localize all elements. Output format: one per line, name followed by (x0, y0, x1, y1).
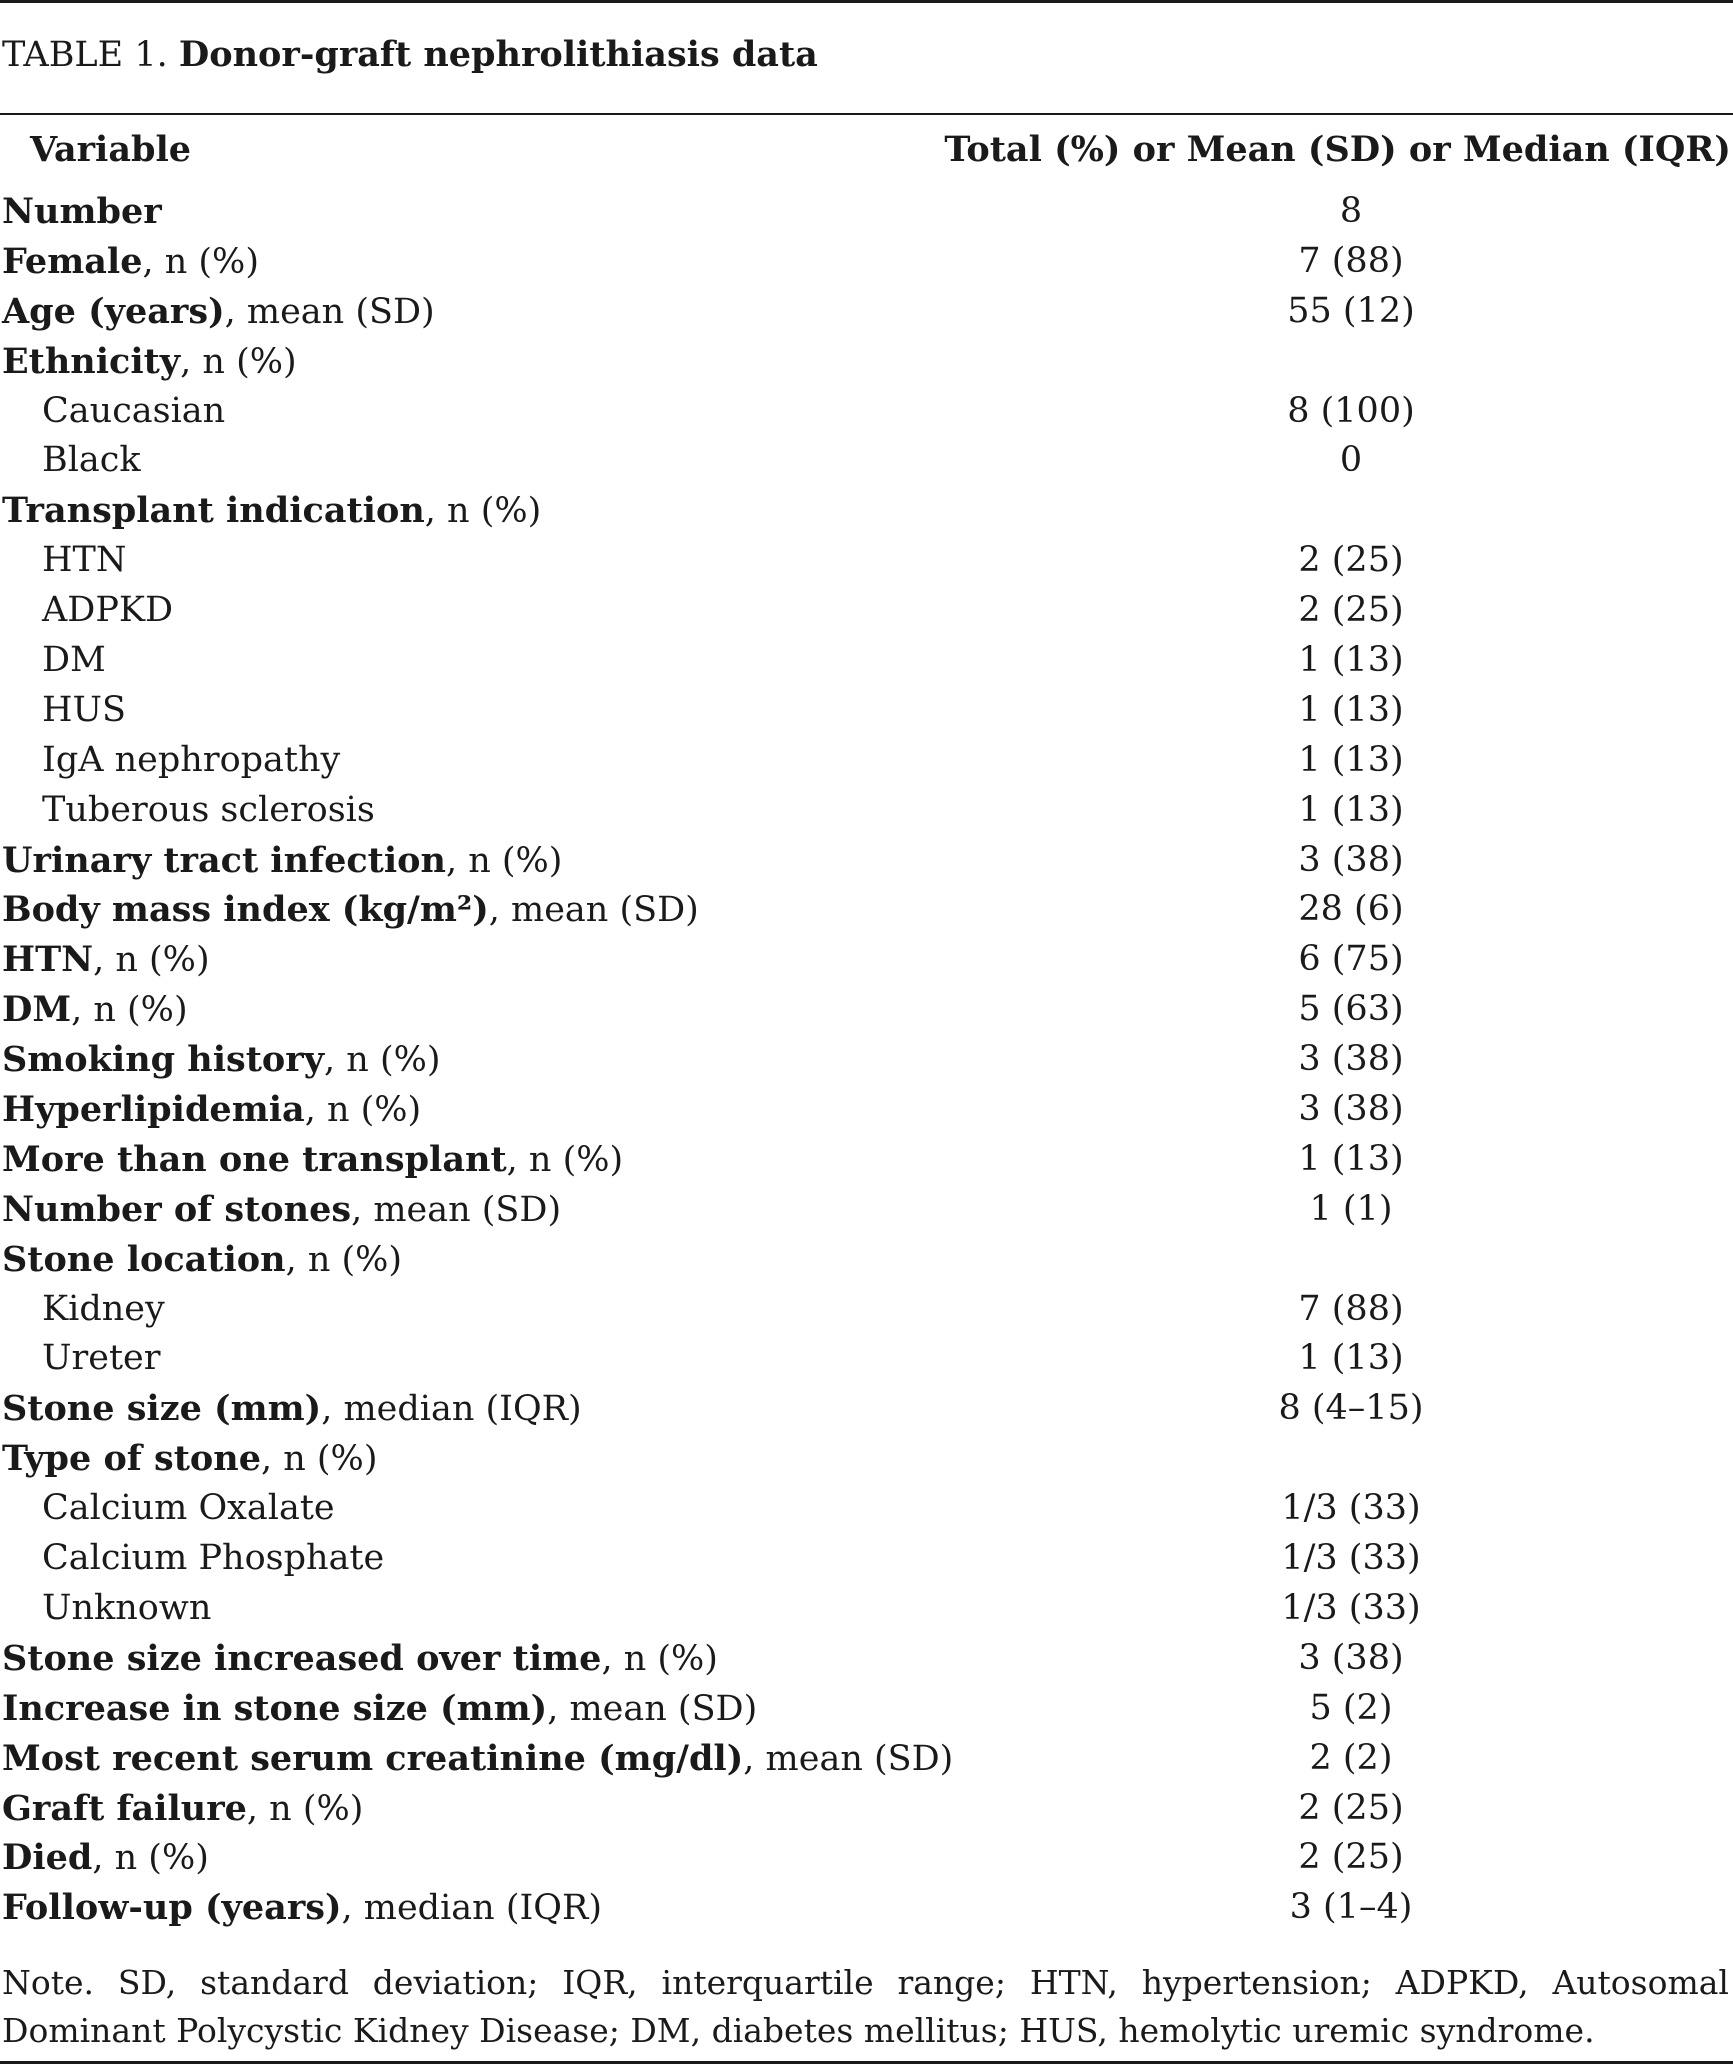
row-label-bold: Type of stone (2, 1438, 261, 1480)
table-body (0, 187, 1733, 1933)
row-value: 7 (88) (1298, 240, 1404, 281)
row-label-plain: HUS (42, 689, 126, 730)
table-row (0, 486, 1733, 536)
row-label (2, 237, 259, 288)
row-label-bold: Stone location (2, 1238, 286, 1280)
row-value: 8 (100) (1287, 390, 1415, 431)
row-value: 7 (88) (1298, 1288, 1404, 1329)
row-label (2, 337, 297, 388)
row-label-plain: , median (IQR) (341, 1888, 602, 1929)
row-label-plain: , mean (SD) (488, 890, 699, 931)
row-label-bold: More than one transplant (2, 1138, 507, 1180)
table-row (0, 1334, 1733, 1384)
row-value: 1 (13) (1298, 640, 1404, 681)
table-row (0, 1734, 1733, 1784)
row-value: 6 (75) (1298, 939, 1404, 980)
row-label (2, 1085, 421, 1136)
table-row (0, 1833, 1733, 1883)
table-row (0, 1085, 1733, 1135)
table-row (0, 1434, 1733, 1484)
table-row (0, 636, 1733, 686)
row-label (2, 985, 188, 1036)
table-row (0, 686, 1733, 736)
table-row (0, 1285, 1733, 1335)
row-value: 2 (25) (1298, 590, 1404, 631)
row-label-plain: Tuberous sclerosis (42, 789, 375, 830)
row-value: 1 (13) (1298, 1338, 1404, 1379)
row-label (2, 885, 699, 936)
row-value: 55 (12) (1287, 290, 1415, 331)
row-value: 8 (1339, 191, 1363, 231)
row-label-bold: Smoking history (2, 1039, 325, 1081)
row-label-plain: DM (42, 640, 106, 681)
row-label-plain: , n (%) (142, 241, 259, 282)
row-label (42, 387, 225, 437)
table-row (0, 1584, 1733, 1634)
row-label-bold: Number (2, 191, 162, 232)
row-value: 3 (38) (1298, 1637, 1404, 1678)
table-caption-label: TABLE 1. (2, 35, 168, 75)
row-label-bold: Ethnicity (2, 340, 181, 382)
row-value: 1 (1) (1309, 1188, 1393, 1229)
row-value: 5 (63) (1298, 989, 1404, 1030)
row-label (2, 287, 435, 338)
row-label (2, 1434, 377, 1485)
row-value: 28 (6) (1298, 889, 1404, 930)
row-label (2, 1883, 602, 1934)
table-row (0, 287, 1733, 337)
row-label-plain: HTN (42, 540, 127, 581)
row-label (2, 1833, 209, 1884)
row-label-bold: Number of stones (2, 1188, 352, 1230)
row-value: 1/3 (33) (1281, 1587, 1421, 1628)
table-row (0, 1384, 1733, 1434)
row-label-plain: , n (%) (304, 1090, 422, 1131)
row-label-plain: Unknown (42, 1587, 212, 1628)
row-label-bold: Age (years) (2, 290, 225, 332)
row-label (2, 486, 541, 537)
row-label (42, 586, 173, 636)
row-label-plain: , mean (SD) (547, 1688, 758, 1729)
table-row (0, 1883, 1733, 1933)
row-label-plain: , n (%) (260, 1439, 378, 1480)
row-label-plain: , n (%) (71, 990, 188, 1031)
table-bottom-rule (0, 2061, 1733, 2064)
table-row (0, 935, 1733, 985)
row-label (42, 686, 126, 736)
row-label-plain: Caucasian (42, 390, 226, 431)
row-label-plain: IgA nephropathy (42, 739, 341, 780)
row-label-plain: , median (IQR) (321, 1389, 582, 1430)
row-label-bold: Stone size increased over time (2, 1637, 602, 1679)
row-value: 3 (38) (1298, 1089, 1404, 1130)
row-label-bold: HTN (2, 939, 94, 981)
row-label (2, 1235, 402, 1286)
row-value: 2 (25) (1298, 540, 1404, 581)
table-row (0, 237, 1733, 287)
row-value: 3 (1–4) (1289, 1887, 1413, 1928)
row-label-plain: , n (%) (285, 1239, 403, 1280)
table-row (0, 1684, 1733, 1734)
row-label-bold: Hyperlipidemia (2, 1089, 305, 1131)
row-label-bold: Increase in stone size (mm) (2, 1687, 548, 1729)
row-label-plain: Calcium Oxalate (42, 1488, 335, 1529)
table-row (0, 387, 1733, 437)
table-note: Note. SD, standard deviation; IQR, interquartile range; HTN, hypertension; ADPKD, Autosomal Dominant Polycystic Kidney Disease; DM, diabetes mellitus; HUS, hemolytic uremic syndrome. (2, 1963, 1729, 2050)
row-label-plain: Calcium Phosphate (42, 1538, 385, 1579)
table-row (0, 586, 1733, 636)
row-value: 1 (13) (1298, 739, 1404, 780)
row-label-bold: Most recent serum creatinine (mg/dl) (2, 1737, 744, 1779)
row-value: 3 (38) (1298, 1039, 1404, 1080)
table-row (0, 1484, 1733, 1534)
row-value: 5 (2) (1309, 1687, 1393, 1728)
row-label (2, 836, 562, 887)
table-caption (2, 30, 818, 80)
row-label-bold: Transplant indication (2, 490, 425, 532)
table-caption-title: Donor-graft nephrolithiasis data (178, 34, 818, 75)
row-value: 0 (1339, 440, 1363, 481)
row-label-plain: , n (%) (93, 940, 210, 981)
row-value: 1 (13) (1298, 1138, 1404, 1179)
table-row (0, 786, 1733, 836)
row-label-plain: , mean (SD) (224, 291, 435, 332)
row-label-bold: DM (2, 989, 72, 1031)
table-row (0, 187, 1733, 237)
table-row (0, 1634, 1733, 1684)
table-row (0, 1035, 1733, 1085)
row-value: 1/3 (33) (1281, 1538, 1421, 1579)
row-value: 8 (4–15) (1278, 1388, 1424, 1429)
row-label-plain: , n (%) (246, 1788, 364, 1829)
table-row (0, 885, 1733, 935)
row-value: 1 (13) (1298, 689, 1404, 730)
row-label (2, 1135, 623, 1186)
row-label-bold: Body mass index (kg/m²) (2, 889, 489, 931)
row-label (2, 1734, 953, 1785)
row-label (2, 1185, 561, 1236)
column-header-variable: Variable (30, 129, 192, 170)
row-label (2, 935, 210, 986)
row-label-bold: Died (2, 1837, 93, 1879)
row-label (2, 1384, 582, 1435)
row-label (2, 1035, 441, 1086)
row-label (2, 1684, 757, 1735)
row-label (2, 1634, 718, 1685)
row-label (42, 1584, 211, 1634)
table-row (0, 1185, 1733, 1235)
table-top-rule (0, 0, 1733, 3)
table-row (0, 1235, 1733, 1285)
row-label (2, 1784, 363, 1835)
table-row (0, 836, 1733, 886)
table-row (0, 1784, 1733, 1834)
row-label-plain: Black (42, 440, 141, 481)
row-label-plain: , n (%) (424, 491, 542, 532)
row-value: 2 (25) (1298, 1787, 1404, 1828)
row-label-plain: , mean (SD) (351, 1189, 562, 1230)
row-label (42, 436, 141, 486)
row-label-plain: Kidney (42, 1288, 165, 1329)
row-label (42, 1285, 165, 1335)
row-label-plain: , n (%) (324, 1040, 441, 1081)
row-label (42, 536, 127, 586)
row-label (2, 187, 162, 238)
row-label-plain: , n (%) (601, 1638, 718, 1679)
row-label-bold: Follow-up (years) (2, 1887, 342, 1929)
row-label (42, 636, 106, 686)
row-label-plain: , mean (SD) (743, 1738, 954, 1779)
table-row (0, 536, 1733, 586)
table-row (0, 436, 1733, 486)
row-value: 3 (38) (1298, 839, 1404, 880)
row-label-plain: , n (%) (180, 341, 297, 382)
row-label (42, 1534, 384, 1584)
row-label-bold: Graft failure (2, 1787, 247, 1829)
row-label-bold: Stone size (mm) (2, 1388, 322, 1430)
table-row (0, 985, 1733, 1035)
row-label (42, 786, 375, 836)
column-header-value: Total (%) or Mean (SD) or Median (IQR) (944, 129, 1731, 170)
table-row (0, 337, 1733, 387)
row-label-bold: Female (2, 240, 143, 282)
row-label-plain: , n (%) (445, 840, 563, 881)
row-label-plain: , n (%) (506, 1139, 624, 1180)
row-label (42, 1484, 335, 1534)
table-row (0, 1135, 1733, 1185)
table-row (0, 736, 1733, 786)
row-value: 2 (25) (1298, 1837, 1404, 1878)
row-value: 1/3 (33) (1281, 1488, 1421, 1529)
row-value: 1 (13) (1298, 789, 1404, 830)
row-label-bold: Urinary tract infection (2, 839, 446, 881)
row-label-plain: ADPKD (42, 590, 174, 631)
row-label-plain: Ureter (42, 1338, 161, 1379)
row-value: 2 (2) (1309, 1737, 1393, 1778)
row-label (42, 1334, 160, 1384)
table-row (0, 1534, 1733, 1584)
row-label-plain: , n (%) (92, 1838, 209, 1879)
row-label (42, 736, 340, 786)
table-header-rule (0, 113, 1733, 115)
